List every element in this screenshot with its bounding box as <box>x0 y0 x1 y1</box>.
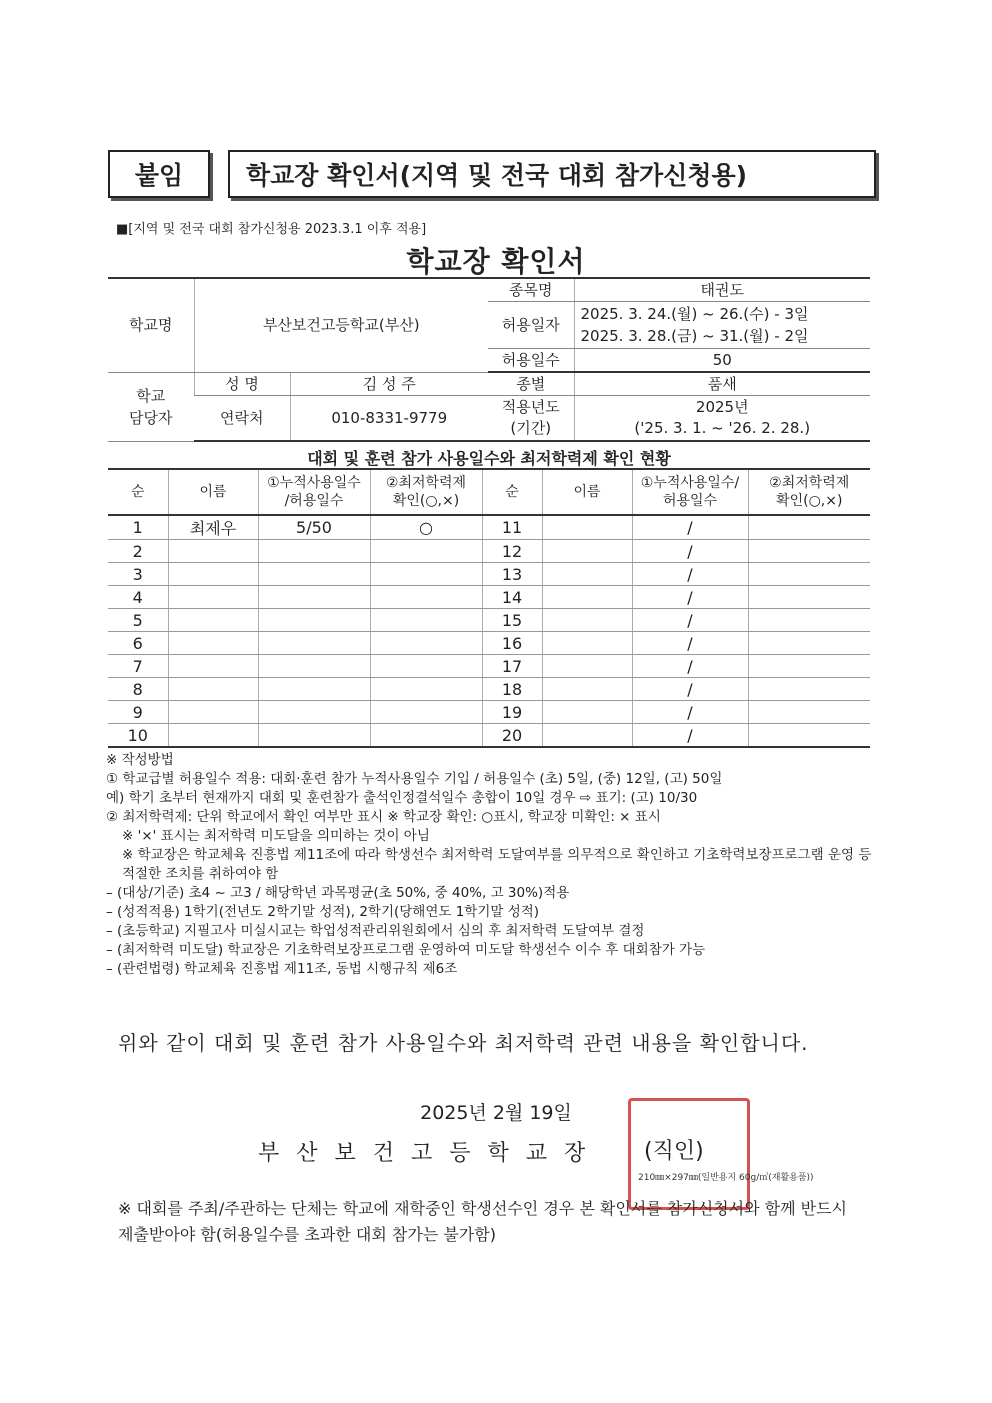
cell-days <box>258 701 370 724</box>
cell-rdays: / <box>632 678 748 701</box>
cell-name <box>168 540 258 563</box>
year-label-1: 적용년도 <box>501 398 560 416</box>
col-r-no: 순 <box>482 469 542 515</box>
contact-label: 연락처 <box>194 396 290 442</box>
cell-no: 7 <box>108 655 168 678</box>
cell-no: 10 <box>108 724 168 748</box>
allowed-days-label: 허용일수 <box>488 349 574 373</box>
year-value: 2025년 <box>695 398 749 416</box>
cell-days <box>258 586 370 609</box>
cell-days <box>258 540 370 563</box>
cell-no: 8 <box>108 678 168 701</box>
cell-name <box>168 609 258 632</box>
info-table <box>108 277 870 442</box>
cell-check <box>370 586 482 609</box>
cell-rno: 17 <box>482 655 542 678</box>
table-row <box>108 515 870 540</box>
cell-days <box>258 609 370 632</box>
cell-rname <box>542 515 632 540</box>
col-name: 이름 <box>168 469 258 515</box>
cell-no: 4 <box>108 586 168 609</box>
seal-mark: (직인) <box>644 1139 704 1164</box>
name-label: 성 명 <box>194 372 290 396</box>
allowed-date-label: 허용일자 <box>488 302 574 349</box>
cell-days <box>258 632 370 655</box>
instruction-line: ※ 작성방법 <box>106 752 174 768</box>
col-r-min-2: 확인(○,×) <box>776 493 843 509</box>
table-row <box>108 609 870 632</box>
cell-rdays: / <box>632 701 748 724</box>
allowed-date-2: 2025. 3. 28.(금) ~ 31.(월) - 2일 <box>580 327 809 345</box>
cell-no: 5 <box>108 609 168 632</box>
footer-note: ※ 대회를 주최/주관하는 단체는 학교에 재학중인 학생선수인 경우 본 확인서를 참가신청서와 함께 반드시 제출받아야 함(허용일수를 초과한 대회 참가는 불가함) <box>118 1199 847 1244</box>
cell-rname <box>542 632 632 655</box>
paper-spec: 210㎜×297㎜(일반용지 60g/㎡(재활용품)) <box>638 1173 814 1183</box>
cell-rcheck <box>748 586 870 609</box>
col-r-days-2: 허용일수 <box>662 493 718 509</box>
cell-check: ○ <box>370 515 482 540</box>
cell-rname <box>542 540 632 563</box>
cell-rdays: / <box>632 655 748 678</box>
instructions <box>106 751 872 979</box>
cell-no: 1 <box>108 515 168 540</box>
table-row <box>108 586 870 609</box>
school-name: 부산보건고등학교(부산) <box>194 278 488 372</box>
sport-label: 종목명 <box>488 278 574 302</box>
cell-check <box>370 609 482 632</box>
cell-check <box>370 701 482 724</box>
col-min-2: 확인(○,×) <box>392 493 460 509</box>
instruction-line: – (성적적용) 1학기(전년도 2학기말 성적), 2학기(당해연도 1학기말 성적) <box>106 904 540 920</box>
cell-days <box>258 655 370 678</box>
allowed-days-value: 50 <box>574 349 870 373</box>
col-r-min-1: ②최저학력제 <box>769 475 850 491</box>
cell-days <box>258 563 370 586</box>
cell-rname <box>542 609 632 632</box>
document-title: 학교장 확인서 <box>406 245 586 278</box>
cell-rcheck <box>748 632 870 655</box>
cell-rname <box>542 678 632 701</box>
cell-rdays: / <box>632 540 748 563</box>
cell-rno: 20 <box>482 724 542 748</box>
cell-no: 6 <box>108 632 168 655</box>
cell-rname <box>542 701 632 724</box>
cell-no: 3 <box>108 563 168 586</box>
table-row <box>108 678 870 701</box>
cell-check <box>370 563 482 586</box>
status-heading: 대회 및 훈련 참가 사용일수와 최저학력제 확인 현황 <box>307 449 671 468</box>
cell-rcheck <box>748 563 870 586</box>
cell-rdays: / <box>632 586 748 609</box>
cell-name <box>168 632 258 655</box>
instruction-line: ※ 학교장은 학교체육 진흥법 제11조에 따라 학생선수 최저학력 도달여부를 의무적으로 확인하고 기초학력보장프로그램 운영 등 적절한 조치를 취하여야 함 <box>122 847 872 882</box>
manager-label-2: 담당자 <box>129 408 173 427</box>
cell-rcheck <box>748 724 870 748</box>
cell-no: 2 <box>108 540 168 563</box>
instruction-line: – (대상/기준) 초4 ~ 고3 / 해당학년 과목평균(초 50%, 중 40%, 고 30%)적용 <box>106 885 570 901</box>
cell-rname <box>542 655 632 678</box>
cell-rcheck <box>748 540 870 563</box>
cell-check <box>370 678 482 701</box>
col-days-1: ①누적사용일수 <box>267 475 361 491</box>
cell-rcheck <box>748 609 870 632</box>
cell-rno: 12 <box>482 540 542 563</box>
applicability-note: ■[지역 및 전국 대회 참가신청용 2023.3.1 이후 적용] <box>116 222 427 237</box>
cell-rdays: / <box>632 724 748 748</box>
cell-days: 5/50 <box>258 515 370 540</box>
header-title: 학교장 확인서(지역 및 전국 대회 참가신청용) <box>228 150 876 198</box>
instruction-line: 예) 학기 초부터 현재까지 대회 및 훈련참가 출석인정결석일수 총합이 10일 경우 ⇨ 표기: (고) 10/30 <box>106 790 698 806</box>
school-label: 학교명 <box>108 278 194 372</box>
cell-check <box>370 724 482 748</box>
issue-date: 2025년 2월 19일 <box>420 1102 572 1124</box>
table-row <box>108 632 870 655</box>
instruction-line: ② 최저학력제: 단위 학교에서 확인 여부만 표시 ※ 학교장 확인: ○표시, 학교장 미확인: × 표시 <box>106 809 661 825</box>
cell-rname <box>542 586 632 609</box>
name-value: 김 성 주 <box>290 372 488 396</box>
table-row <box>108 701 870 724</box>
table-row <box>108 540 870 563</box>
cell-rname <box>542 563 632 586</box>
cell-name: 최제우 <box>168 515 258 540</box>
cell-rcheck <box>748 701 870 724</box>
cell-days <box>258 678 370 701</box>
instruction-line: ※ '×' 표시는 최저학력 미도달을 의미하는 것이 아님 <box>122 828 430 844</box>
cell-rcheck <box>748 655 870 678</box>
col-r-days-1: ①누적사용일수/ <box>640 475 740 491</box>
cell-name <box>168 586 258 609</box>
cell-rdays: / <box>632 563 748 586</box>
year-period: ('25. 3. 1. ~ '26. 2. 28.) <box>634 419 811 437</box>
cell-rno: 15 <box>482 609 542 632</box>
cell-rname <box>542 724 632 748</box>
category-value: 품새 <box>574 372 870 396</box>
cell-name <box>168 563 258 586</box>
cell-rdays: / <box>632 515 748 540</box>
principal-name: 부산보건고등학교장 <box>258 1141 603 1166</box>
instruction-line: – (관련법령) 학교체육 진흥법 제11조, 동법 시행규칙 제6조 <box>106 961 458 977</box>
manager-label-1: 학교 <box>136 386 166 405</box>
cell-name <box>168 655 258 678</box>
cell-rcheck <box>748 515 870 540</box>
cell-check <box>370 632 482 655</box>
instruction-line: ① 학교급별 허용일수 적용: 대회·훈련 참가 누적사용일수 기입 / 허용일수 (초) 5일, (중) 12일, (고) 50일 <box>106 771 723 787</box>
table-row <box>108 655 870 678</box>
attachment-badge: 붙임 <box>108 150 210 198</box>
allowed-date-1: 2025. 3. 24.(월) ~ 26.(수) - 3일 <box>580 305 809 323</box>
cell-rno: 18 <box>482 678 542 701</box>
category-label: 종별 <box>488 372 574 396</box>
cell-rdays: / <box>632 632 748 655</box>
cell-rno: 16 <box>482 632 542 655</box>
participation-table <box>108 468 870 748</box>
cell-days <box>258 724 370 748</box>
cell-check <box>370 655 482 678</box>
sport-value: 태권도 <box>574 278 870 302</box>
table-row <box>108 563 870 586</box>
contact-value: 010-8331-9779 <box>290 396 488 442</box>
cell-rno: 11 <box>482 515 542 540</box>
year-label-2: (기간) <box>510 419 552 437</box>
cell-no: 9 <box>108 701 168 724</box>
instruction-line: – (최저학력 미도달) 학교장은 기초학력보장프로그램 운영하여 미도달 학생선수 이수 후 대회참가 가능 <box>106 942 706 958</box>
col-no: 순 <box>108 469 168 515</box>
cell-check <box>370 540 482 563</box>
col-days-2: /허용일수 <box>284 493 344 509</box>
cell-rno: 14 <box>482 586 542 609</box>
col-min-1: ②최저학력제 <box>385 475 467 491</box>
cell-name <box>168 678 258 701</box>
table-row <box>108 724 870 748</box>
cell-rno: 13 <box>482 563 542 586</box>
instruction-line: – (초등학교) 지필고사 미실시교는 학업성적관리위원회에서 심의 후 최저학력 도달여부 결정 <box>106 923 645 939</box>
cell-rno: 19 <box>482 701 542 724</box>
confirm-statement: 위와 같이 대회 및 훈련 참가 사용일수와 최저학력 관련 내용을 확인합니다. <box>118 1031 809 1055</box>
cell-name <box>168 701 258 724</box>
cell-rdays: / <box>632 609 748 632</box>
cell-name <box>168 724 258 748</box>
cell-rcheck <box>748 678 870 701</box>
col-r-name: 이름 <box>542 469 632 515</box>
